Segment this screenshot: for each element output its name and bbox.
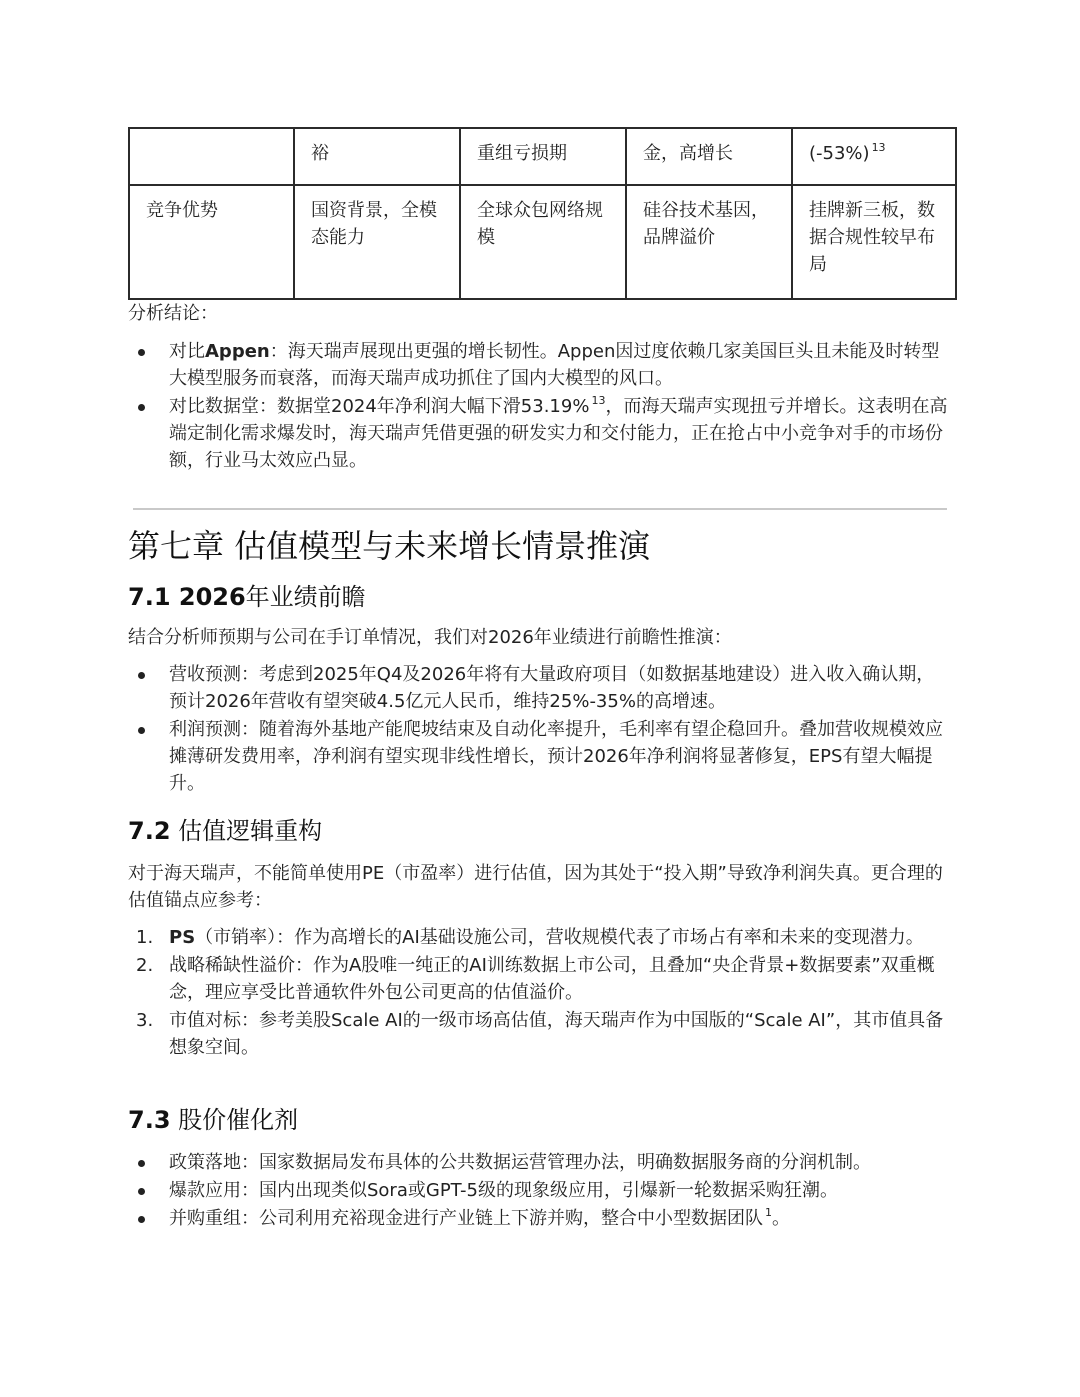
- horizontal-divider: [133, 508, 947, 510]
- table-cell: [792, 128, 956, 185]
- analysis-label: 分析结论：: [128, 303, 218, 324]
- table-cell: 挂牌新三板，数据合规性较早布局: [792, 185, 956, 299]
- table-row: [129, 185, 956, 299]
- item-bold: PS: [169, 927, 196, 948]
- section-heading-text: 估值逻辑重构: [178, 817, 323, 845]
- comparison-table: [128, 127, 957, 300]
- item-text: 对比数据堂：数据堂2024年净利润大幅下滑53.19%: [169, 396, 590, 417]
- table-cell: [129, 128, 294, 185]
- item-bold: Appen: [205, 341, 270, 362]
- list-item: [128, 952, 948, 1006]
- list-item: [128, 1177, 948, 1204]
- item-number: 2.: [136, 955, 154, 976]
- footnote-ref[interactable]: 13: [871, 141, 886, 154]
- bullet-icon: [138, 1216, 145, 1223]
- table-cell: 重组亏损期: [460, 128, 626, 185]
- item-text: 。: [772, 1208, 790, 1229]
- table-cell: 竞争优势: [129, 185, 294, 299]
- footnote-ref[interactable]: 1: [765, 1206, 772, 1219]
- bullet-icon: [138, 672, 145, 679]
- item-text: 市值对标：参考美股Scale AI的一级市场高估值，海天瑞声作为中国版的“Scale AI”，其市值具备想象空间。: [169, 1010, 944, 1058]
- item-prefix: 对比: [169, 341, 205, 362]
- section-number: 7.3: [128, 1106, 171, 1134]
- section-title-7-1: [128, 580, 366, 614]
- valuation-list: [128, 924, 948, 1062]
- list-item: [128, 924, 948, 951]
- list-item: [128, 338, 948, 392]
- item-number: 1.: [136, 927, 154, 948]
- item-text: ：海天瑞声展现出更强的增长韧性。Appen因过度依赖几家美国巨头且未能及时转型大模型服务而衰落，而海天瑞声成功抓住了国内大模型的风口。: [169, 341, 940, 389]
- analysis-list: [128, 338, 948, 475]
- list-item: [128, 661, 948, 715]
- table-cell: 全球众包网络规模: [460, 185, 626, 299]
- table-cell: 裕: [294, 128, 460, 185]
- table-row: [129, 128, 956, 185]
- list-item: [128, 1007, 948, 1061]
- bullet-icon: [138, 349, 145, 356]
- item-text: 政策落地：国家数据局发布具体的公共数据运营管理办法，明确数据服务商的分润机制。: [169, 1152, 871, 1173]
- item-text: 利润预测：随着海外基地产能爬坡结束及自动化率提升，毛利率有望企稳回升。叠加营收规模效应摊薄研发费用率，净利润有望实现非线性增长，预计2026年净利润将显著修复，EPS有望大幅提升。: [169, 719, 943, 794]
- section-heading-text: 年业绩前瞻: [245, 583, 366, 611]
- list-item: [128, 1149, 948, 1176]
- item-text: 战略稀缺性溢价：作为A股唯一纯正的AI训练数据上市公司，且叠加“央企背景+数据要素”双重概念，理应享受比普通软件外包公司更高的估值溢价。: [169, 955, 935, 1003]
- item-text: （市销率）：作为高增长的AI基础设施公司，营收规模代表了市场占有率和未来的变现潜力。: [195, 927, 924, 948]
- cell-text: (-53%): [809, 143, 870, 164]
- list-item: [128, 716, 948, 797]
- item-text: 并购重组：公司利用充裕现金进行产业链上下游并购，整合中小型数据团队: [169, 1208, 763, 1229]
- table-cell: 硅谷技术基因，品牌溢价: [626, 185, 792, 299]
- bullet-icon: [138, 1188, 145, 1195]
- item-text: 爆款应用：国内出现类似Sora或GPT-5级的现象级应用，引爆新一轮数据采购狂潮。: [169, 1180, 838, 1201]
- section-title-7-2: [128, 814, 322, 848]
- list-item: [128, 393, 948, 474]
- forecast-list: [128, 661, 948, 798]
- section-title-7-3: [128, 1103, 298, 1137]
- catalyst-list: [128, 1149, 948, 1233]
- section-heading-text: 股价催化剂: [178, 1106, 299, 1134]
- section-number: 7.1 2026: [128, 583, 246, 611]
- section-intro: 对于海天瑞声，不能简单使用PE（市盈率）进行估值，因为其处于“投入期”导致净利润失真。更合理的估值锚点应参考：: [128, 863, 943, 911]
- chapter-title: 第七章 估值模型与未来增长情景推演: [128, 527, 651, 565]
- table-cell: 国资背景，全模态能力: [294, 185, 460, 299]
- item-text: 营收预测：考虑到2025年Q4及2026年将有大量政府项目（如数据基地建设）进入收入确认期，预计2026年营收有望突破4.5亿元人民币，维持25%-35%的高增速。: [169, 664, 935, 712]
- section-number: 7.2: [128, 817, 171, 845]
- bullet-icon: [138, 404, 145, 411]
- bullet-icon: [138, 727, 145, 734]
- list-item: [128, 1205, 948, 1232]
- item-text: ，而海天瑞声实现扭亏并增长。这表明在高端定制化需求爆发时，海天瑞声凭借更强的研发实力和交付能力，正在抢占中小竞争对手的市场份额，行业马太效应凸显。: [169, 396, 948, 471]
- footnote-ref[interactable]: 13: [591, 394, 606, 407]
- bullet-icon: [138, 1160, 145, 1167]
- section-intro: 结合分析师预期与公司在手订单情况，我们对2026年业绩进行前瞻性推演：: [128, 627, 732, 648]
- table-cell: 金，高增长: [626, 128, 792, 185]
- item-number: 3.: [136, 1010, 154, 1031]
